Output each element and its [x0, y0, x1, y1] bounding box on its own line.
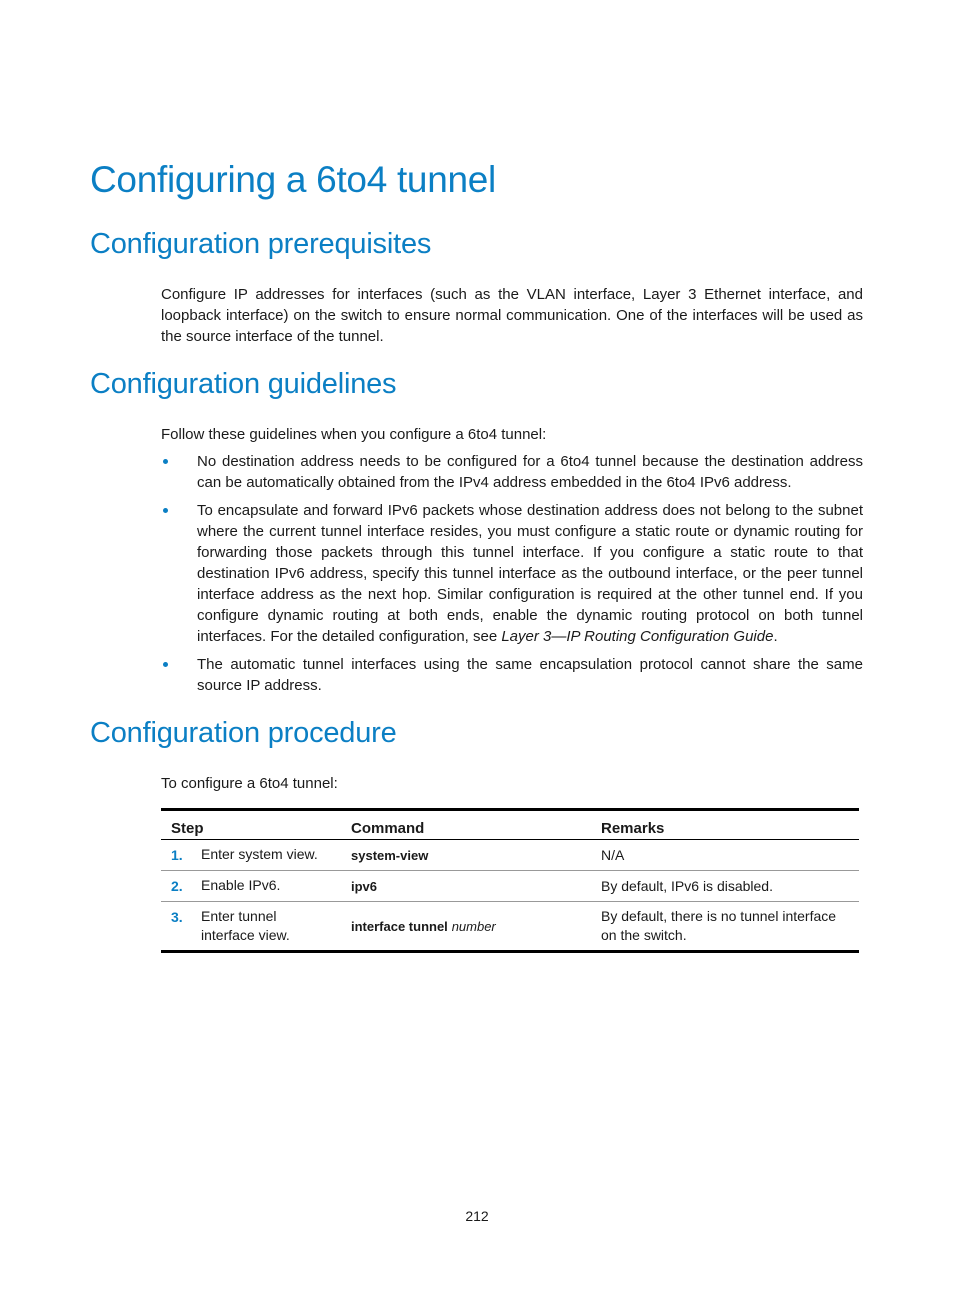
table-row — [161, 840, 859, 871]
list-item — [161, 654, 863, 696]
table-header-row — [161, 810, 859, 840]
table-row — [161, 902, 859, 952]
step-description: Enter system view. — [201, 846, 318, 862]
step-command — [341, 840, 591, 871]
header-step: Step — [171, 820, 204, 837]
step-description: Enable IPv6. — [201, 877, 281, 893]
guidelines-intro: Follow these guidelines when you configure a 6to4 tunnel: — [161, 426, 547, 443]
step-remarks: N/A — [601, 846, 625, 863]
step-command — [341, 871, 591, 902]
command-keyword: ipv6 — [351, 878, 378, 894]
page-number: 212 — [465, 1208, 489, 1224]
command-argument: number — [451, 918, 496, 934]
bullet-icon — [163, 508, 168, 513]
guidelines-list — [161, 451, 863, 703]
bullet-text: No destination address needs to be configured for a 6to4 tunnel because the destination address can be automatically obtained from the IPv4 address embedded in the 6to4 IPv6 address. — [197, 453, 863, 491]
step-remarks: By default, IPv6 is disabled. — [601, 877, 773, 894]
prerequisites-paragraph: Configure IP addresses for interfaces (such as the VLAN interface, Layer 3 Ethernet interface, and loopback interface) on the switch to ensure normal communication. One of the interfaces will be used as the source interface of the tunnel. — [161, 286, 863, 345]
bullet-icon — [163, 459, 168, 464]
step-number: 1. — [171, 847, 183, 863]
bullet-text: To encapsulate and forward IPv6 packets whose destination address does not belong to the subnet where the current tunnel interface resides, you must configure a static route or dynamic routing for forwarding those packets through this tunnel interface. If you configure a static route to that destination IPv6 address, specify this tunnel interface as the outbound interface, or the peer tunnel interface address as the next hop. Similar configuration is required at the other tunnel end. If you configure dynamic routing at both ends, enable the dynamic routing protocol on both tunnel interfaces. For the detailed configuration, see — [197, 502, 863, 645]
list-item — [161, 451, 863, 493]
section-heading-guidelines: Configuration guidelines — [90, 368, 397, 400]
bullet-text-tail: . — [773, 628, 778, 645]
step-number: 2. — [171, 878, 183, 894]
step-description: Enter tunnel interface view. — [201, 908, 290, 943]
step-remarks: By default, there is no tunnel interface on the switch. — [601, 908, 837, 943]
procedure-table — [161, 808, 859, 953]
step-number: 3. — [171, 909, 183, 925]
guide-reference: Layer 3—IP Routing Configuration Guide — [501, 628, 774, 645]
section-heading-prerequisites: Configuration prerequisites — [90, 228, 432, 260]
command-keyword: system-view — [351, 847, 429, 863]
bullet-text: The automatic tunnel interfaces using the same encapsulation protocol cannot share the same source IP address. — [197, 656, 863, 694]
list-item — [161, 500, 863, 647]
section-heading-procedure: Configuration procedure — [90, 717, 397, 749]
command-keyword: interface tunnel — [351, 918, 448, 934]
table-row — [161, 871, 859, 902]
procedure-intro: To configure a 6to4 tunnel: — [161, 775, 338, 792]
page-title: Configuring a 6to4 tunnel — [90, 159, 496, 200]
step-command — [341, 902, 591, 952]
bullet-icon — [163, 662, 168, 667]
header-command: Command — [351, 820, 425, 837]
header-remarks: Remarks — [601, 820, 665, 837]
